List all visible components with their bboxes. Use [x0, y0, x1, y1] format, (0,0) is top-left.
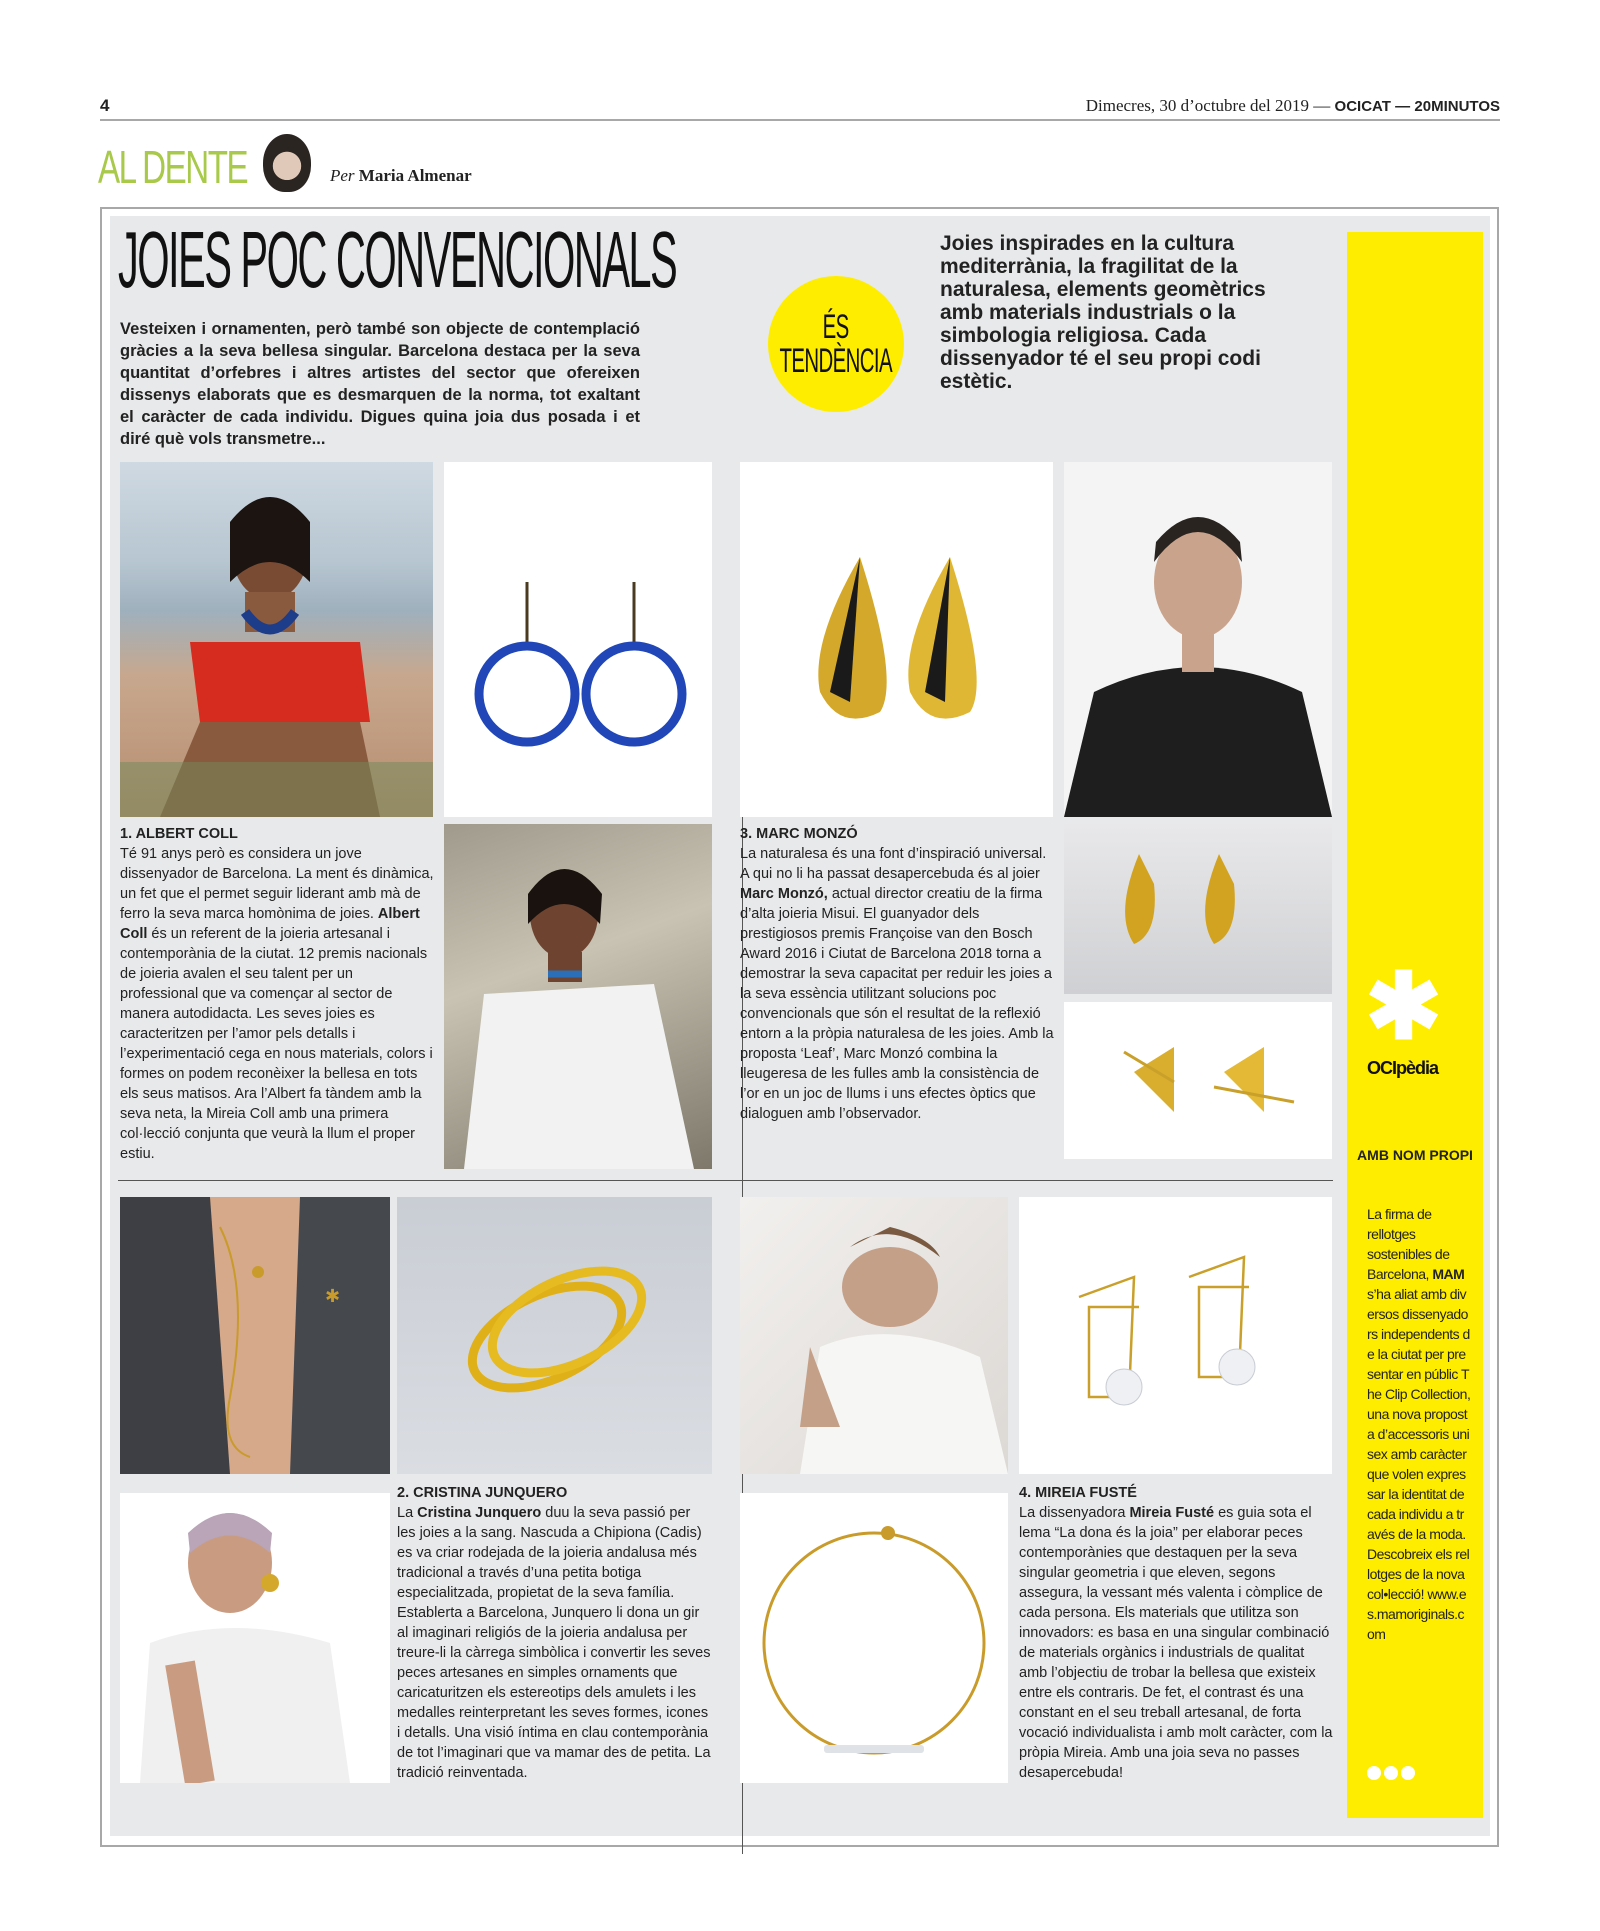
badge-line-1: ÉS: [822, 308, 849, 346]
author-avatar: [263, 134, 311, 192]
author-name: Maria Almenar: [358, 166, 472, 185]
designer-caption-marc-monzo: [740, 824, 1055, 1124]
photo-marc-monzo: [1064, 462, 1332, 817]
row-divider: [118, 1180, 1333, 1181]
earrings-illustration: [1064, 1002, 1332, 1159]
designer-text: [1019, 1503, 1334, 1783]
designer-heading: 2. CRISTINA JUNQUERO: [397, 1485, 568, 1501]
trend-badge: [768, 276, 904, 412]
byline-prefix: Per: [330, 166, 355, 185]
earrings-illustration: [740, 462, 1053, 817]
badge-line-2: TENDÈNCIA: [779, 342, 893, 380]
article-intro: Vesteixen i ornamenten, però també son objecte de contemplació gràcies a la seva bellesa singular. Barcelona destaca per la seva quantitat d’orfebres i altres artistes del sector que ofereixen dissenys elaborats que es desmarquen de la norma, tot exaltant el caràcter de cada individu. Digues quina joia dus posada i et diré què vols transmetre...: [120, 320, 640, 448]
photo-leaf-earrings: [740, 462, 1053, 817]
photo-gold-leaf-studs: [1064, 824, 1332, 994]
sidebar-text-part: s’ha aliat amb diversos dissenyadors independents de la ciutat per presentar en públic The Clip Collection, una nova proposta d’accessoris unisex amb caràcter que volen expressar la identitat de cada individu a través de la moda. Descobreix els rellotges de la nova col•lecció! www.es.mamoriginals.com: [1367, 1286, 1471, 1642]
sidebar-text: [1367, 1204, 1471, 1644]
photo-cristina-junquero-model-2: [120, 1493, 390, 1783]
dateline-separator: —: [1395, 98, 1411, 115]
photo-albert-coll-model: [120, 462, 433, 817]
photo-gold-bamboo-hoops: [397, 1197, 712, 1474]
designer-heading: 3. MARC MONZÓ: [740, 826, 858, 842]
designer-heading: 4. MIREIA FUSTÉ: [1019, 1485, 1137, 1501]
earrings-illustration: [444, 462, 712, 817]
sidebar-text-part: La firma de rellotges sostenibles de Barcelona,: [1367, 1206, 1450, 1282]
designer-heading: 1. ALBERT COLL: [120, 826, 238, 842]
model-illustration: [120, 1493, 390, 1783]
asterisk-icon: ✱: [1365, 956, 1443, 1058]
sidebar-brand: OCIpèdia: [1367, 1058, 1439, 1078]
text-part: Té 91 anys però es considera un jove dissenyador de Barcelona. La ment és dinàmica, un fet que el permet seguir liderant amb mà de ferro la seva marca homònima de joies.: [120, 846, 434, 922]
column-label: AL DENTE: [98, 141, 248, 193]
text-part: es guia sota el lema “La dona és la joia” per elaborar peces contemporànies que destaquen per la seva singular geometria i que eleven, segons assegura, la vessant més valenta i còmplice de cada persona. Els materials que utilitza son innovadors: es basa en una singular combinació de materials orgànics i industrials de qualitat amb l’objectiu de trobar la bellesa que existeix entre els contraris. De fet, el contrast és una constant en el seu treball artesanal, de forta vocació individualista i amb molt caràcter, com la pròpia Mireia. Amb una joia seva no passes desapercebuda!: [1019, 1505, 1333, 1781]
portrait-illustration: [1064, 462, 1332, 817]
text-part: La naturalesa és una font d’inspiració universal. A qui no li ha passat desapercebuda és al joier: [740, 846, 1047, 882]
model-illustration: [120, 1197, 390, 1474]
model-illustration: [120, 462, 433, 817]
dateline: [1086, 96, 1500, 116]
necklace-illustration: [740, 1493, 1008, 1783]
issue-date: Dimecres, 30 d’octubre del 2019 —: [1085, 96, 1331, 115]
earrings-illustration: [397, 1197, 712, 1474]
designer-text: [397, 1503, 712, 1783]
text-part: és un referent de la joieria artesanal i contemporània de la ciutat. 12 premis nacionals de joieria avalen el seu talent per un professional que va començar al sector de manera autodidacta. Les seves joies es caracteritzen per l’amor pels detalls i l’experimentació cega en nous materials, colors i formes on podem reconèixer la bellesa en tots els seus matisos. Ara l’Albert fa tàndem amb la seva neta, la Mireia Coll amb una primera col·lecció conjunta que veurà la llum el proper estiu.: [120, 926, 433, 1162]
sidebar-heading: AMB NOM PROPI: [1357, 1147, 1473, 1163]
photo-blue-hoop-earrings: [444, 462, 712, 817]
designer-text: [740, 844, 1055, 1124]
designer-name-bold: Mireia Fusté: [1129, 1505, 1215, 1521]
photo-cristina-junquero-model: [120, 1197, 390, 1474]
sidebar-bold-brand: MAM: [1432, 1266, 1465, 1282]
article-title: JOIES POC CONVENCIONALS: [118, 215, 677, 304]
publication-name: 20MINUTOS: [1414, 98, 1500, 115]
photo-gold-wire-pearl-earrings: [1019, 1197, 1332, 1474]
designer-text: [120, 844, 435, 1164]
designer-caption-albert-coll: [120, 824, 435, 1164]
header-rule: [100, 119, 1500, 121]
byline: [330, 166, 472, 186]
page-number: 4: [100, 96, 110, 115]
article-deck: Joies inspirades en la cultura mediterrània, la fragilitat de la naturalesa, elements geomètrics amb materials industrials o la simbologia religiosa. Cada dissenyador té el seu propi codi estètic.: [940, 232, 1266, 393]
section-name: OCICAT: [1334, 98, 1391, 115]
more-dots-icon: [1367, 1766, 1415, 1780]
designer-caption-cristina-junquero: [397, 1483, 712, 1783]
photo-albert-coll-model-2: [444, 824, 712, 1169]
photo-gold-cone-studs: [1064, 1002, 1332, 1159]
model-illustration: [444, 824, 712, 1169]
svg-text:✱: ✱: [325, 1286, 341, 1306]
designer-name-bold: Marc Monzó,: [740, 886, 828, 902]
model-illustration: [740, 1197, 1008, 1474]
text-part: La dissenyadora: [1019, 1505, 1130, 1521]
photo-gold-choker: [740, 1493, 1008, 1783]
earrings-illustration: [1064, 824, 1332, 994]
designer-name-bold: Albert Coll: [120, 906, 420, 942]
text-part: actual director creatiu de la firma d’alta joieria Misui. El guanyador dels prestigiosos premis Françoise van den Bosch Award 2016 i Ciutat de Barcelona 2018 torna a demostrar la seva capacitat per reduir les joies a la seva essència utilitzant solucions poc convencionals que són el resultat de la reflexió entorn a la pròpia naturalesa de les joies. Amb la proposta ‘Leaf’, Marc Monzó combina la lleugeresa de les fulles amb la consistència de l’or en un joc de llums i uns efectes òptics que dialoguen amb l’observador.: [740, 886, 1054, 1122]
earrings-illustration: [1019, 1197, 1332, 1474]
designer-caption-mireia-fuste: [1019, 1483, 1334, 1783]
text-part: La: [397, 1505, 418, 1521]
ocipedia-sidebar: [1347, 232, 1483, 1818]
photo-mireia-fuste-model: [740, 1197, 1008, 1474]
designer-name-bold: Cristina Junquero: [417, 1505, 542, 1521]
text-part: duu la seva passió per les joies a la sang. Nascuda a Chipiona (Cadis) es va criar rodejada de la joieria andalusa més tradicional a través d’una petita botiga especialitzada, propietat de la seva família. Establerta a Barcelona, Junquero li dona un gir al imaginari religiós de la joieria andalusa per treure-li la càrrega simbòlica i convertir les seves peces artesanes en simples ornaments que caricaturitzen els estereotips dels amulets i les medalles reinterpretant les seves formes, icones i detalls. Una visió íntima en clau contemporània de tot l’imaginari que va mamar des de petita. La tradició reinventada.: [397, 1505, 711, 1781]
